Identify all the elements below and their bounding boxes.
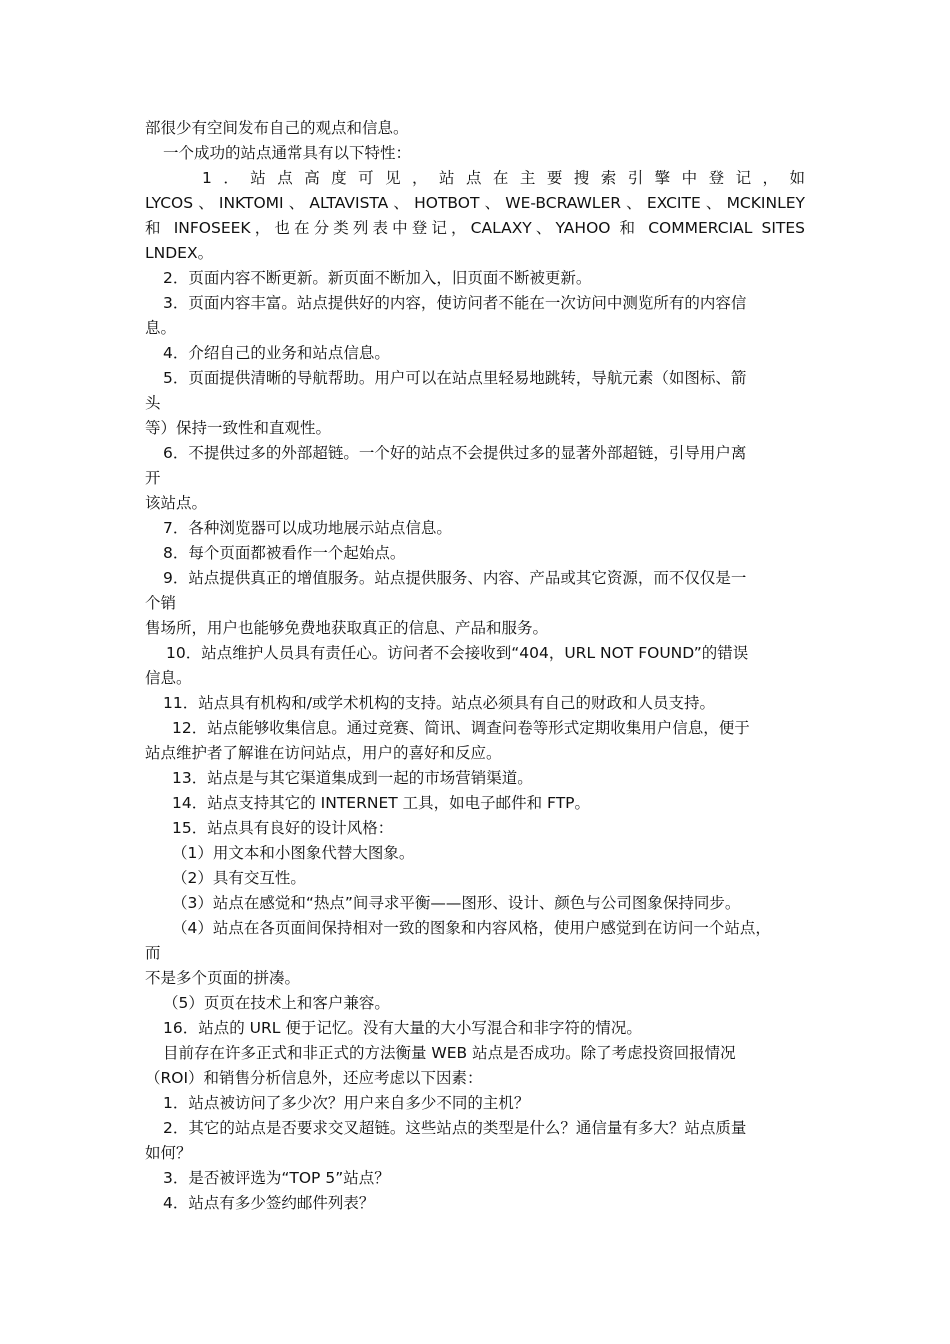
text-line: LNDEX。 (145, 244, 214, 262)
text-line: 14．站点支持其它的 INTERNET 工具，如电子邮件和 FTP。 (172, 794, 591, 812)
text-line: 等）保持一致性和直观性。 (145, 419, 332, 437)
text-line: 6．不提供过多的外部超链。一个好的站点不会提供过多的显著外部超链，引导用户离 (163, 444, 747, 462)
text-line: （1）用文本和小图象代替大图象。 (172, 844, 415, 862)
text-line: 开 (145, 469, 161, 487)
text-line: 目前存在许多正式和非正式的方法衡量 WEB 站点是否成功。除了考虑投资回报情况 (163, 1044, 736, 1062)
text-line: 4．站点有多少签约邮件列表？ (163, 1194, 375, 1212)
text-line: 15．站点具有良好的设计风格： (172, 819, 394, 837)
text-line: 信息。 (145, 669, 192, 687)
text-line: 11．站点具有机构和/或学术机构的支持。站点必须具有自己的财政和人员支持。 (163, 694, 715, 712)
text-line: 2．其它的站点是否要求交叉超链。这些站点的类型是什么？通信量有多大？站点质量 (163, 1119, 747, 1137)
text-line: 和 INFOSEEK，也在分类列表中登记，CALAXY、YAHOO 和 COMMERCIAL SITES (145, 219, 805, 237)
text-line: 头 (145, 394, 161, 412)
text-line: 13．站点是与其它渠道集成到一起的市场营销渠道。 (172, 769, 533, 787)
text-line: 5．页面提供清晰的导航帮助。用户可以在站点里轻易地跳转，导航元素（如图标、箭 (163, 369, 747, 387)
text-line: 售场所，用户也能够免费地获取真正的信息、产品和服务。 (145, 619, 549, 637)
text-line: 1．站点高度可见，站点在主要搜索引擎中登记，如 (202, 169, 805, 187)
text-line: 10．站点维护人员具有责任心。访问者不会接收到“404，URL NOT FOUND”的错误 (166, 644, 749, 662)
text-line: 而 (145, 944, 161, 962)
text-line: （2）具有交互性。 (172, 869, 306, 887)
text-line: 如何？ (145, 1144, 192, 1162)
text-line: （3）站点在感觉和“热点”间寻求平衡——图形、设计、颜色与公司图象保持同步。 (172, 894, 741, 912)
text-line: 一个成功的站点通常具有以下特性： (163, 144, 412, 162)
text-line: 4．介绍自己的业务和站点信息。 (163, 344, 390, 362)
text-line: 站点维护者了解谁在访问站点，用户的喜好和反应。 (145, 744, 502, 762)
text-line: 8．每个页面都被看作一个起始点。 (163, 544, 406, 562)
text-line: LYCOS、INKTOMI、ALTAVISTA、HOTBOT、WE-BCRAWLER、EXCITE、MCKINLEY (145, 194, 805, 212)
text-line: 个销 (145, 594, 177, 612)
text-line: 该站点。 (145, 494, 208, 512)
text-line: 3．是否被评选为“TOP 5”站点？ (163, 1169, 390, 1187)
text-line: 9．站点提供真正的增值服务。站点提供服务、内容、产品或其它资源，而不仅仅是一 (163, 569, 747, 587)
text-line: 7．各种浏览器可以成功地展示站点信息。 (163, 519, 452, 537)
text-line: 12．站点能够收集信息。通过竞赛、简讯、调查问卷等形式定期收集用户信息，便于 (172, 719, 750, 737)
text-line: 1．站点被访问了多少次？用户来自多少不同的主机？ (163, 1094, 530, 1112)
text-line: （4）站点在各页面间保持相对一致的图象和内容风格，使用户感觉到在访问一个站点， (172, 919, 771, 937)
text-line: 息。 (145, 319, 177, 337)
text-line: 不是多个页面的拼凑。 (145, 969, 301, 987)
text-line: 部很少有空间发布自己的观点和信息。 (145, 119, 409, 137)
text-line: 3．页面内容丰富。站点提供好的内容，使访问者不能在一次访问中测览所有的内容信 (163, 294, 747, 312)
text-line: 2．页面内容不断更新。新页面不断加入，旧页面不断被更新。 (163, 269, 592, 287)
text-line: （5）页页在技术上和客户兼容。 (163, 994, 390, 1012)
text-line: （ROI）和销售分析信息外，还应考虑以下因素： (145, 1069, 483, 1087)
text-line: 16．站点的 URL 便于记忆。没有大量的大小写混合和非字符的情况。 (163, 1019, 642, 1037)
